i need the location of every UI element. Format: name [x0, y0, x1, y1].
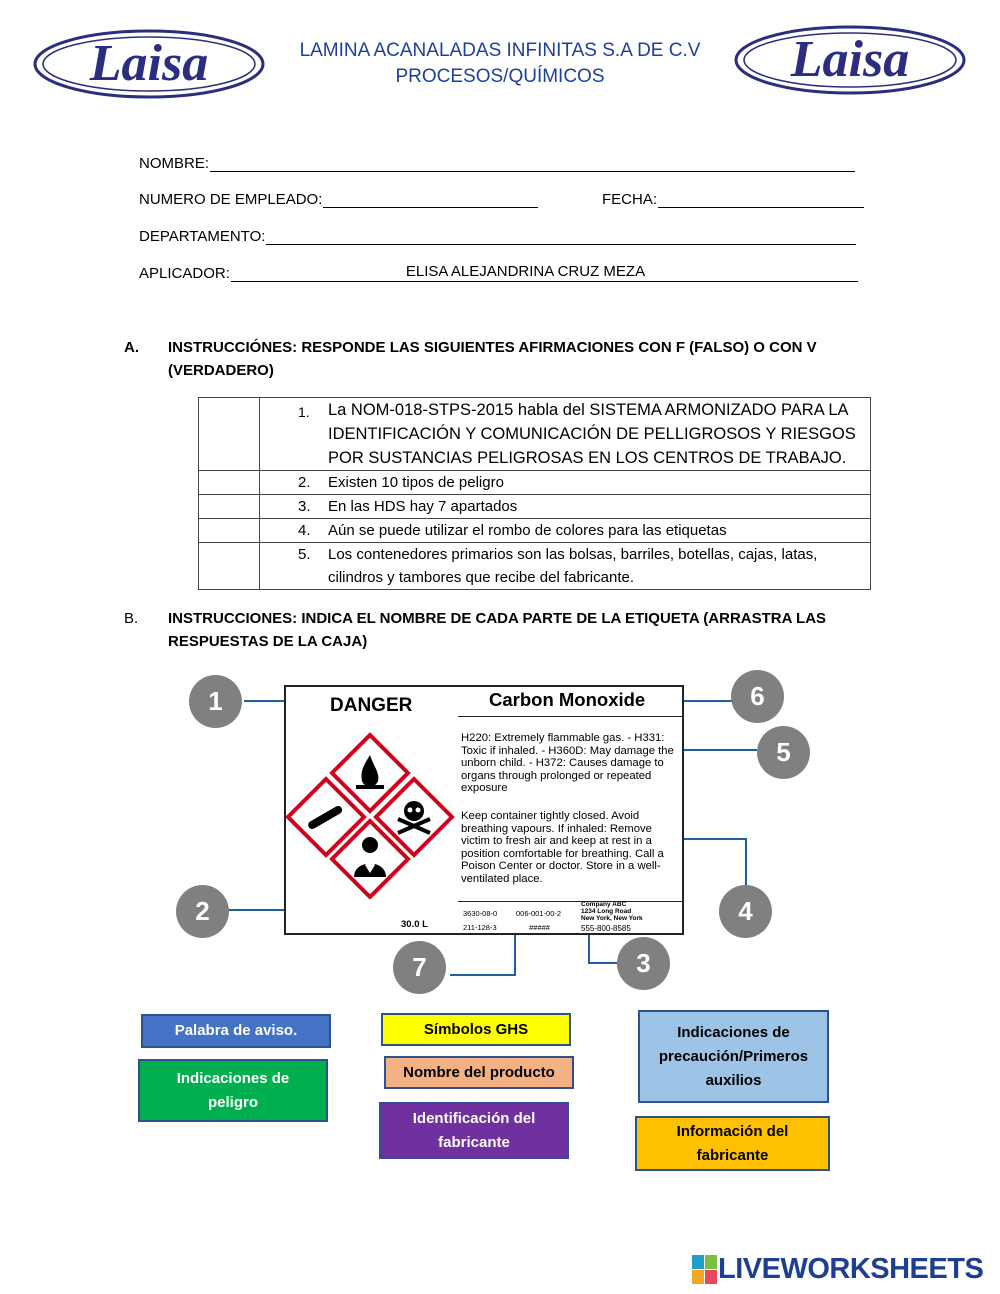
question-number: 1.	[298, 404, 310, 420]
departamento-label: DEPARTAMENTO:	[139, 228, 266, 245]
code-ec: 211-128-3	[463, 923, 497, 932]
question-text: Aún se puede utilizar el rombo de colores para las etiquetas	[328, 522, 727, 539]
marker-2[interactable]: 2	[176, 885, 229, 938]
fecha-row	[602, 191, 864, 208]
answer-manufacturer-id[interactable]: Identificación del fabricante	[379, 1102, 569, 1159]
section-a-letter: A.	[124, 339, 139, 356]
supplier-phone: 555-800-8585	[581, 924, 631, 933]
precautionary-statements: Keep container tightly closed. Avoid breathing vapours. If inhaled: Remove victim to fresh air and keep at rest in a position comfortable for breathing. Call a Poison Center or doctor. Store in a well-ventilated place.	[461, 810, 664, 885]
aplicador-field	[231, 264, 858, 282]
nombre-field[interactable]	[210, 156, 855, 172]
question-cell	[260, 471, 871, 495]
label-bottom-divider	[458, 901, 684, 902]
answer-cell-1[interactable]	[199, 398, 260, 471]
aplicador-label: APLICADOR:	[139, 265, 230, 282]
answer-cell-3[interactable]	[199, 495, 260, 519]
label-divider	[458, 716, 684, 717]
logo-text: Laisa	[790, 31, 910, 88]
question-number: 5.	[298, 546, 311, 563]
marker-1[interactable]: 1	[189, 675, 242, 728]
question-cell	[260, 398, 871, 471]
fecha-label: FECHA:	[602, 191, 658, 208]
marker-7[interactable]: 7	[393, 941, 446, 994]
answer-signal-word[interactable]: Palabra de aviso.	[141, 1014, 331, 1048]
table-row	[199, 398, 871, 471]
answer-hazard-statements[interactable]: Indicaciones de peligro	[138, 1059, 328, 1122]
table-row	[199, 471, 871, 495]
question-number: 3.	[298, 498, 311, 515]
liveworksheets-logo-icon	[692, 1255, 718, 1285]
question-text: Existen 10 tipos de peligro	[328, 474, 504, 491]
answer-cell-5[interactable]	[199, 543, 260, 590]
liveworksheets-brand: LIVEWORKSHEETS	[718, 1253, 984, 1285]
company-header	[250, 38, 750, 90]
section-b-title: INSTRUCCIONES: INDICA EL NOMBRE DE CADA PARTE DE LA ETIQUETA (ARRASTRA LAS RESPUESTAS DE LA CAJA)	[168, 610, 827, 650]
true-false-table	[198, 397, 871, 590]
table-row	[199, 495, 871, 519]
question-cell	[260, 543, 871, 590]
ghs-pictograms	[286, 731, 458, 899]
table-row	[199, 543, 871, 590]
departamento-field[interactable]	[266, 229, 856, 245]
code-index: 006-001-00-2	[516, 909, 562, 918]
question-number: 2.	[298, 474, 311, 491]
fecha-field[interactable]	[658, 192, 864, 208]
question-text: La NOM-018-STPS-2015 habla del SISTEMA ARMONIZADO PARA LA IDENTIFICACIÓN Y COMUNICACIÓN DE PELLIGROSOS Y RIESGOS POR SUSTANCIAS PELIGROSAS EN LOS CENTROS DE TRABAJO.	[328, 401, 856, 467]
marker-5[interactable]: 5	[757, 726, 810, 779]
volume: 30.0 L	[401, 919, 428, 930]
numero-row	[139, 191, 538, 208]
liveworksheets-footer	[692, 1253, 983, 1286]
numero-label: NUMERO DE EMPLEADO:	[139, 191, 323, 208]
company-name: LAMINA ACANALADAS INFINITAS S.A DE C.V	[299, 40, 701, 61]
logo-text: Laisa	[89, 35, 209, 92]
numero-field[interactable]	[323, 192, 538, 208]
code-hash: #####	[529, 923, 550, 932]
company-logo-left	[32, 28, 266, 100]
department-title: PROCESOS/QUÍMICOS	[395, 66, 605, 87]
departamento-row	[139, 228, 856, 245]
question-number: 4.	[298, 522, 311, 539]
question-cell	[260, 519, 871, 543]
ghs-label	[284, 685, 684, 935]
aplicador-row	[139, 264, 858, 282]
section-a-title: INSTRUCCIÓNES: RESPONDE LAS SIGUIENTES AFIRMACIONES CON F (FALSO) O CON V (VERDADERO)	[168, 339, 817, 379]
answer-precaution[interactable]: Indicaciones de precaución/Primeros auxilios	[638, 1010, 829, 1103]
marker-4[interactable]: 4	[719, 885, 772, 938]
supplier-name: Company ABC	[581, 901, 627, 908]
nombre-row	[139, 155, 855, 172]
signal-word: DANGER	[330, 695, 413, 716]
table-row	[199, 519, 871, 543]
answer-manufacturer-info[interactable]: Información del fabricante	[635, 1116, 830, 1171]
question-text: En las HDS hay 7 apartados	[328, 498, 518, 515]
question-cell	[260, 495, 871, 519]
supplier-info	[581, 901, 643, 922]
nombre-label: NOMBRE:	[139, 155, 210, 172]
answer-cell-4[interactable]	[199, 519, 260, 543]
supplier-city: New York, New York	[581, 915, 643, 922]
answer-ghs-symbols[interactable]: Símbolos GHS	[381, 1013, 571, 1046]
section-b-letter: B.	[124, 610, 139, 627]
marker-6[interactable]: 6	[731, 670, 784, 723]
hazard-statements: H220: Extremely flammable gas. - H331: Toxic if inhaled. - H360D: May damage the unborn child. - H372: Causes damage to organs through prolonged or repeated exposure	[461, 732, 674, 794]
supplier-address: 1234 Long Road	[581, 908, 632, 915]
aplicador-value: ELISA ALEJANDRINA CRUZ MEZA	[405, 263, 646, 280]
answer-product-name[interactable]: Nombre del producto	[384, 1056, 574, 1089]
marker-3[interactable]: 3	[617, 937, 670, 990]
answer-cell-2[interactable]	[199, 471, 260, 495]
question-text: Los contenedores primarios son las bolsas, barriles, botellas, cajas, latas, cilindros y tambores que recibe del fabricante.	[328, 546, 818, 586]
product-name: Carbon Monoxide	[489, 689, 646, 710]
code-cas: 3630-08-0	[463, 909, 498, 918]
company-logo-right	[733, 24, 967, 96]
